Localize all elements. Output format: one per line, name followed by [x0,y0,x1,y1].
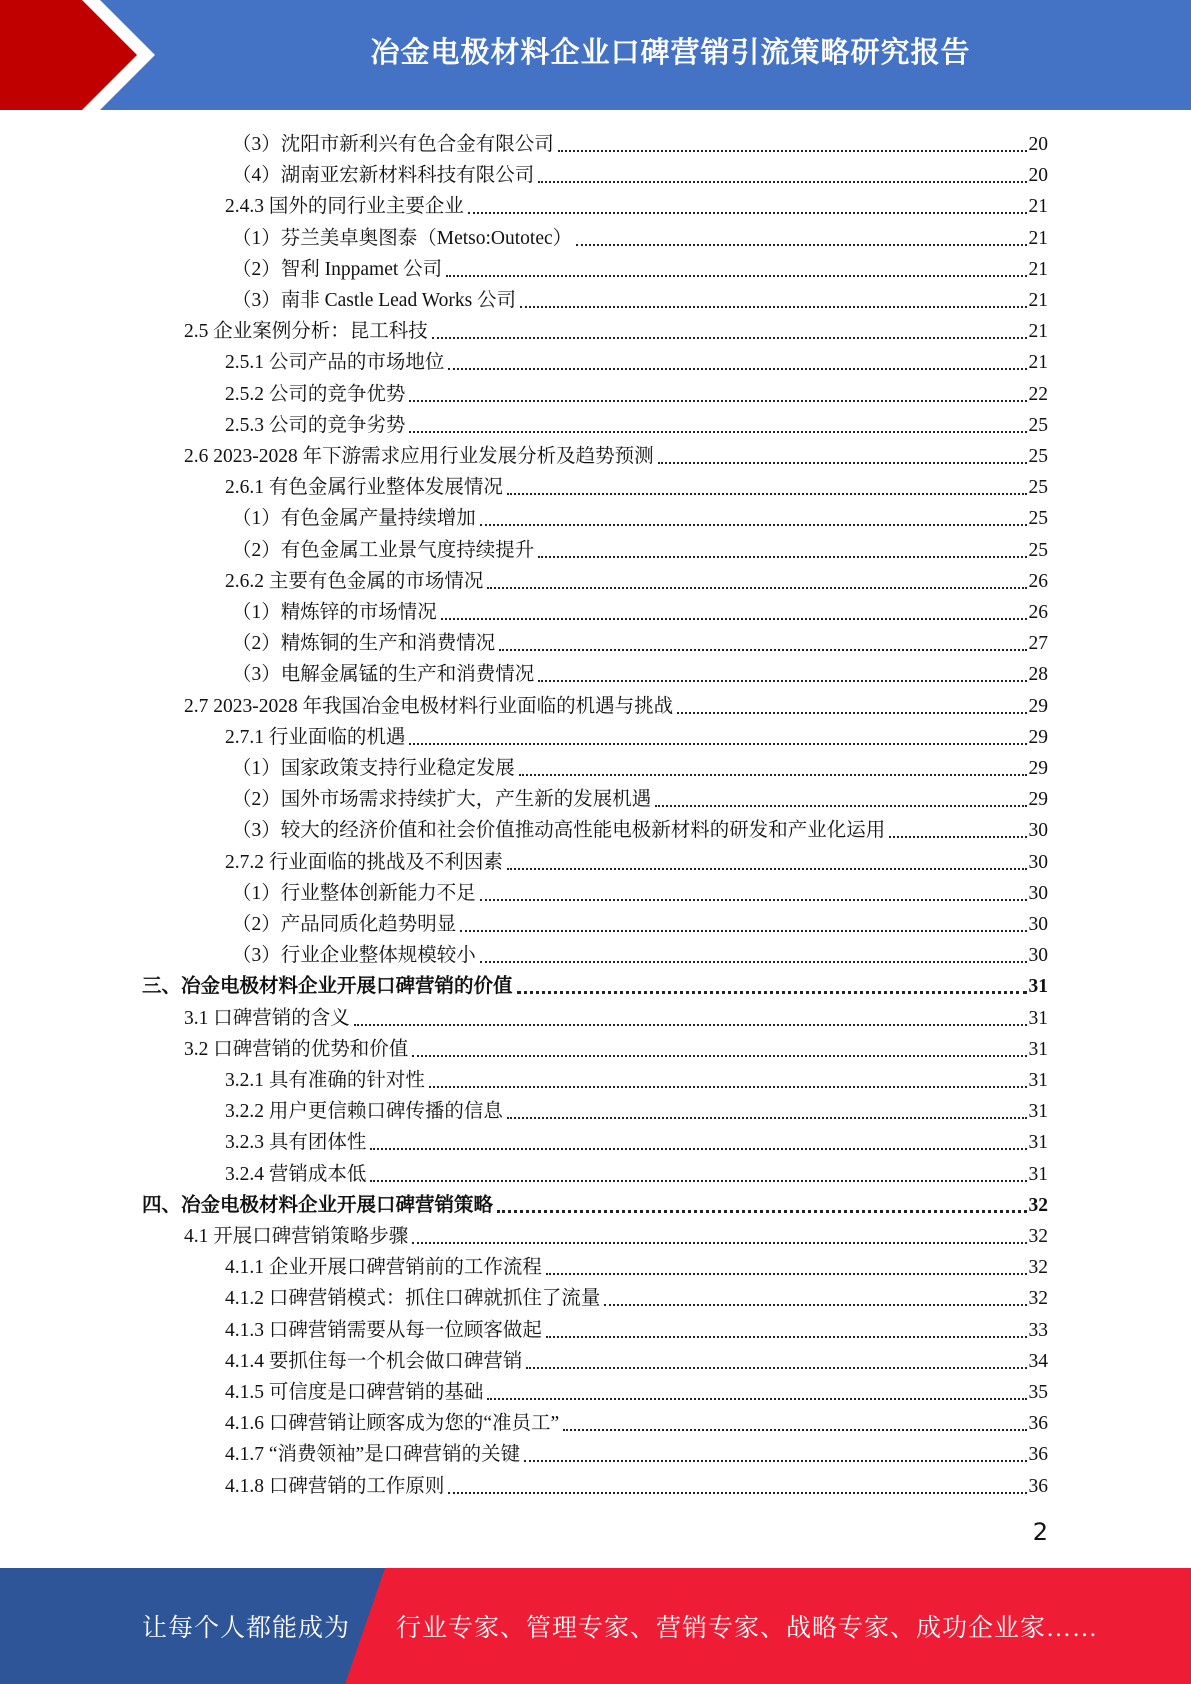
toc-dot-leader [546,1336,1027,1338]
toc-entry-page: 21 [1028,258,1048,280]
footer-slogan-right: 行业专家、管理专家、营销专家、战略专家、成功企业家…… [396,1615,1099,1642]
toc-entry-page: 25 [1028,446,1048,467]
toc-entry-page: 20 [1028,165,1048,187]
toc-dot-leader [487,587,1026,589]
toc-entry-page: 26 [1028,602,1048,623]
toc-dot-leader [446,275,1026,277]
toc-entry-label: 3.2.3 具有团体性 [225,1132,367,1154]
toc-entry-page: 31 [1028,1163,1048,1185]
toc-entry-page: 21 [1028,352,1048,374]
toc-entry-label: 4.1.7 “消费领袖”是口碑营销的关键 [225,1444,521,1466]
toc-dot-leader [460,930,1026,932]
toc-entry[interactable] [0,469,1048,500]
toc-entry-label: 2.6.1 有色金属行业整体发展情况 [225,477,503,499]
toc-entry[interactable] [0,906,1048,937]
toc-entry[interactable] [0,1249,1048,1280]
toc-entry[interactable] [0,407,1048,438]
toc-dot-leader [468,212,1027,214]
toc-dot-leader [441,618,1027,620]
toc-dot-leader [558,150,1027,152]
toc-entry-page: 27 [1028,633,1048,655]
toc-entry-label: 4.1 开展口碑营销策略步骤 [184,1226,409,1247]
toc-entry[interactable] [0,719,1048,750]
toc-entry[interactable] [0,313,1048,344]
toc-entry-label: 3.2 口碑营销的优势和价值 [184,1038,409,1060]
toc-dot-leader [658,462,1027,464]
toc-entry-page: 31 [1028,1007,1048,1029]
toc-entry-label: 2.5.1 公司产品的市场地位 [225,352,445,374]
toc-entry-page: 36 [1028,1444,1048,1466]
toc-entry[interactable] [0,1093,1048,1124]
toc-entry[interactable] [0,1312,1048,1343]
toc-entry-page: 21 [1028,321,1048,343]
toc-entry-label: 2.5.3 公司的竞争劣势 [225,414,406,436]
toc-entry-page: 30 [1028,851,1048,873]
toc-entry-page: 35 [1028,1382,1048,1403]
toc-entry[interactable] [0,126,1048,157]
toc-entry[interactable] [0,937,1048,968]
toc-entry-page: 29 [1028,758,1048,779]
toc-entry-label: （1）有色金属产量持续增加 [232,508,476,530]
toc-entry-label: （1）芬兰美卓奥图泰（Metso:Outotec） [232,227,573,249]
toc-dot-leader [546,1273,1027,1275]
toc-entry-label: （3）南非 Castle Lead Works 公司 [232,290,517,311]
toc-entry-page: 32 [1028,1257,1048,1279]
toc-dot-leader [432,337,1027,339]
toc-entry[interactable] [0,625,1048,656]
toc-entry-label: （3）沈阳市新利兴有色合金有限公司 [232,134,554,155]
toc-dot-leader [563,1429,1026,1431]
toc-entry-label: 4.1.5 可信度是口碑营销的基础 [225,1382,484,1403]
toc-entry-label: 2.4.3 国外的同行业主要企业 [225,196,464,218]
toc-entry[interactable] [0,438,1048,469]
toc-dot-leader [487,1398,1026,1400]
toc-dot-leader [448,1492,1026,1494]
toc-dot-leader [538,680,1026,682]
toc-entry-page: 28 [1028,664,1048,686]
toc-entry-label: 3.2.4 营销成本低 [225,1163,367,1185]
toc-dot-leader [412,1242,1026,1244]
toc-entry-page: 29 [1028,726,1048,748]
toc-dot-leader [480,899,1027,901]
toc-dot-leader [519,774,1027,776]
footer-slogan-left: 让每个人都能成为 [142,1615,351,1642]
document-title: 冶金电极材料企业口碑营销引流策略研究报告 [370,34,971,69]
toc-entry[interactable] [0,1156,1048,1187]
toc-entry[interactable] [0,1062,1048,1093]
toc-entry-label: 4.1.3 口碑营销需要从每一位顾客做起 [225,1319,542,1341]
toc-entry-page: 25 [1028,539,1048,561]
toc-entry-label: 2.7.2 行业面临的挑战及不利因素 [225,851,503,873]
toc-dot-leader [354,1024,1027,1026]
toc-entry[interactable] [0,1000,1048,1031]
toc-entry-page: 36 [1028,1413,1048,1435]
toc-entry-label: 4.1.6 口碑营销让顾客成为您的“准员工” [225,1413,560,1435]
toc-entry-page: 31 [1028,976,1048,998]
toc-entry[interactable] [0,781,1048,812]
toc-dot-leader [499,649,1026,651]
toc-entry-page: 33 [1028,1319,1048,1341]
toc-entry-page: 36 [1028,1475,1048,1497]
toc-entry-page: 30 [1028,882,1048,904]
toc-entry[interactable] [0,1031,1048,1062]
toc-entry-page: 26 [1028,570,1048,592]
toc-dot-leader [677,712,1026,714]
toc-entry-page: 32 [1028,1288,1048,1310]
toc-entry[interactable] [0,1343,1048,1374]
toc-entry-label: 三、冶金电极材料企业开展口碑营销的价值 [142,976,513,998]
toc-entry-page: 25 [1028,477,1048,499]
toc-dot-leader [524,1460,1026,1462]
toc-entry-label: （2）有色金属工业景气度持续提升 [232,539,535,561]
toc-entry-page: 29 [1028,695,1048,717]
toc-entry-label: 3.2.1 具有准确的针对性 [225,1070,425,1091]
toc-dot-leader [538,556,1026,558]
page-footer [0,1568,1191,1684]
toc-dot-leader [409,743,1026,745]
toc-entry-label: 4.1.2 口碑营销模式：抓住口碑就抓住了流量 [225,1288,601,1310]
toc-entry-page: 34 [1028,1350,1048,1372]
toc-entry[interactable] [0,968,1048,999]
toc-entry-label: （2）智利 Inppamet 公司 [232,258,443,280]
toc-entry[interactable] [0,750,1048,781]
toc-dot-leader [448,368,1026,370]
toc-entry-label: （3）较大的经济价值和社会价值推动高性能电极新材料的研发和产业化运用 [232,820,886,842]
toc-dot-leader [370,1148,1026,1150]
toc-entry-page: 31 [1028,1132,1048,1154]
toc-entry[interactable] [0,812,1048,843]
toc-dot-leader [497,1210,1026,1213]
toc-entry[interactable] [0,1374,1048,1405]
toc-entry-page: 20 [1028,134,1048,155]
toc-entry-label: 2.7 2023-2028 年我国冶金电极材料行业面临的机遇与挑战 [184,695,674,717]
toc-dot-leader [604,1304,1026,1306]
toc-entry-label: （1）国家政策支持行业稳定发展 [232,758,515,779]
toc-entry-label: （3）行业企业整体规模较小 [232,945,476,967]
toc-entry-page: 30 [1028,914,1048,935]
toc-entry-page: 25 [1028,414,1048,436]
toc-dot-leader [507,493,1027,495]
toc-dot-leader [889,836,1026,838]
toc-entry[interactable] [0,688,1048,719]
toc-entry-page: 21 [1028,227,1048,249]
toc-entry-label: （2）精炼铜的生产和消费情况 [232,633,496,655]
toc-entry-label: （2）国外市场需求持续扩大，产生新的发展机遇 [232,789,652,811]
toc-entry[interactable] [0,1436,1048,1467]
toc-entry-label: 4.1.1 企业开展口碑营销前的工作流程 [225,1257,542,1279]
toc-entry[interactable] [0,1280,1048,1311]
toc-entry-page: 31 [1028,1070,1048,1091]
toc-entry-page: 29 [1028,789,1048,811]
toc-entry-label: （2）产品同质化趋势明显 [232,914,457,935]
toc-entry-page: 21 [1028,290,1048,311]
toc-entry[interactable] [0,282,1048,313]
toc-entry-label: 2.6 2023-2028 年下游需求应用行业发展分析及趋势预测 [184,446,654,467]
toc-entry-label: 4.1.4 要抓住每一个机会做口碑营销 [225,1350,523,1372]
toc-entry[interactable] [0,1187,1048,1218]
toc-entry-page: 30 [1028,820,1048,842]
toc-entry-label: 3.1 口碑营销的含义 [184,1007,350,1029]
toc-entry-label: 2.6.2 主要有色金属的市场情况 [225,570,484,592]
toc-entry-page: 22 [1028,383,1048,405]
toc-entry-page: 32 [1028,1194,1048,1216]
toc-dot-leader [370,1180,1026,1182]
chevron-arrow-icon [0,0,160,110]
toc-entry-page: 30 [1028,945,1048,967]
toc-entry[interactable] [0,500,1048,531]
toc-entry[interactable] [0,563,1048,594]
toc-dot-leader [520,306,1026,308]
toc-entry-label: （3）电解金属锰的生产和消费情况 [232,664,535,686]
toc-entry[interactable] [0,188,1048,219]
toc-entry-label: 四、冶金电极材料企业开展口碑营销策略 [142,1194,494,1216]
toc-entry[interactable] [0,376,1048,407]
toc-dot-leader [480,961,1027,963]
toc-entry-label: 4.1.8 口碑营销的工作原则 [225,1475,445,1497]
toc-entry-label: （1）行业整体创新能力不足 [232,882,476,904]
toc-dot-leader [526,1367,1026,1369]
toc-entry-label: 2.7.1 行业面临的机遇 [225,726,406,748]
toc-dot-leader [655,805,1026,807]
toc-dot-leader [409,431,1026,433]
toc-dot-leader [429,1086,1027,1088]
toc-entry[interactable] [0,1468,1048,1499]
toc-entry-label: 2.5.2 公司的竞争优势 [225,383,406,405]
toc-entry-label: （4）湖南亚宏新材料科技有限公司 [232,165,535,187]
toc-entry[interactable] [0,532,1048,563]
toc-entry[interactable] [0,220,1048,251]
toc-entry[interactable] [0,594,1048,625]
toc-dot-leader [576,244,1026,246]
toc-entry[interactable] [0,1124,1048,1155]
toc-entry-label: 2.5 企业案例分析：昆工科技 [184,321,428,343]
toc-entry-page: 31 [1028,1038,1048,1060]
toc-entry-label: 3.2.2 用户更信赖口碑传播的信息 [225,1101,503,1123]
toc-entry[interactable] [0,656,1048,687]
toc-dot-leader [507,868,1027,870]
toc-entry[interactable] [0,251,1048,282]
page-number: 2 [1032,1518,1048,1546]
page-header [0,0,1191,110]
toc-dot-leader [480,524,1027,526]
toc-entry[interactable] [0,1405,1048,1436]
toc-dot-leader [517,991,1027,994]
toc-entry[interactable] [0,344,1048,375]
toc-entry[interactable] [0,844,1048,875]
toc-dot-leader [507,1117,1027,1119]
toc-entry-page: 25 [1028,508,1048,530]
toc-dot-leader [412,1055,1026,1057]
toc-entry-page: 31 [1028,1101,1048,1123]
toc-entry-label: （1）精炼锌的市场情况 [232,602,437,623]
toc-entry[interactable] [0,1218,1048,1249]
toc-entry-page: 32 [1028,1226,1048,1247]
toc-dot-leader [538,181,1026,183]
toc-entry-page: 21 [1028,196,1048,218]
toc-entry[interactable] [0,875,1048,906]
toc-entry[interactable] [0,157,1048,188]
toc-dot-leader [409,400,1026,402]
